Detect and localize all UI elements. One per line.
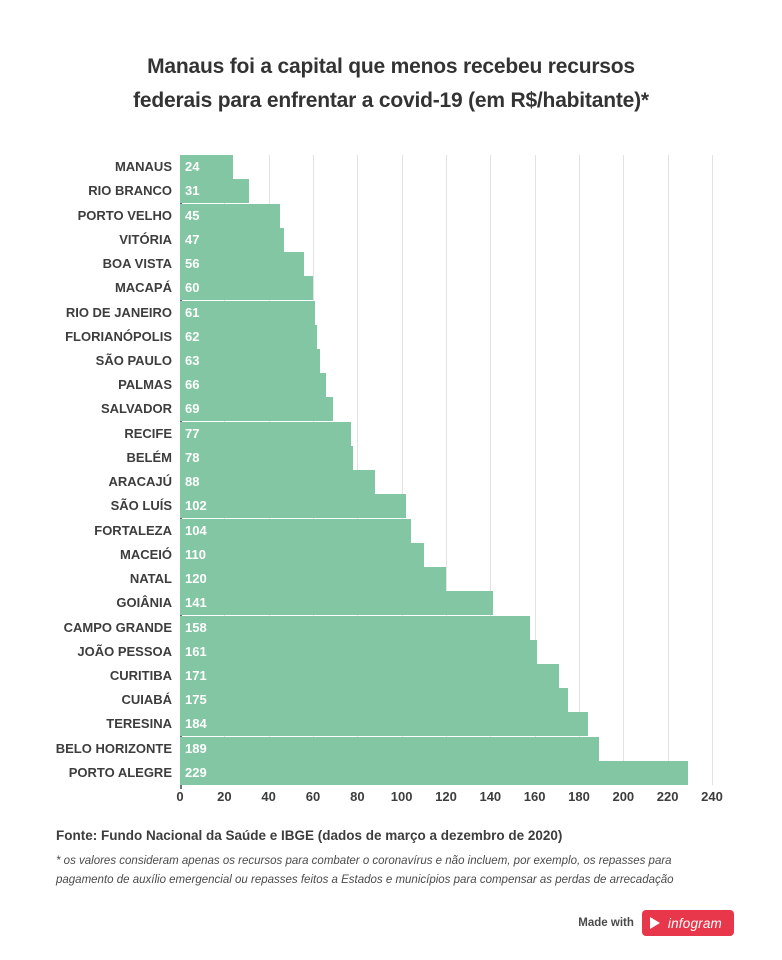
bar-row	[116, 591, 712, 615]
category-label: FLORIANÓPOLIS	[65, 328, 172, 344]
bar-row	[119, 228, 712, 252]
x-tick-label: 20	[217, 789, 232, 804]
infogram-badge[interactable]	[578, 910, 734, 936]
x-tick-label: 220	[656, 789, 679, 804]
bar-value-label: 161	[185, 643, 207, 659]
category-label: MACAPÁ	[114, 280, 172, 296]
category-label: JOÃO PESSOA	[77, 643, 172, 659]
bar-row	[108, 470, 712, 494]
made-with-label: Made with	[578, 917, 634, 929]
play-triangle-icon	[650, 917, 660, 929]
bar[interactable]	[180, 325, 317, 349]
category-label: BOA VISTA	[102, 256, 172, 272]
bar-row	[95, 349, 712, 373]
bar-row	[65, 301, 712, 325]
x-tick-label: 40	[261, 789, 276, 804]
bar-row	[118, 373, 712, 397]
bar-value-label: 110	[185, 546, 206, 562]
bar-value-label: 171	[185, 667, 207, 683]
x-tick-label: 80	[350, 789, 365, 804]
bar[interactable]	[180, 446, 353, 470]
plot-area	[55, 155, 712, 785]
bar-value-label: 61	[185, 304, 200, 320]
x-tick-label: 160	[523, 789, 546, 804]
category-label: VITÓRIA	[119, 231, 172, 247]
bar[interactable]	[180, 543, 424, 567]
category-label: ARACAJÚ	[108, 474, 172, 490]
bar-chart	[0, 155, 782, 805]
bar-row	[77, 204, 712, 228]
source-text: Fonte: Fundo Nacional da Saúde e IBGE (dados de março a dezembro de 2020)	[56, 828, 563, 843]
bar-value-label: 69	[185, 401, 200, 417]
x-tick-label: 120	[435, 789, 457, 804]
category-label: RECIFE	[124, 425, 172, 441]
x-tick-label: 100	[390, 789, 413, 804]
bar-row	[121, 688, 712, 712]
bar[interactable]	[180, 688, 568, 712]
bar-row	[126, 446, 712, 470]
category-label: BELO HORIZONTE	[55, 740, 172, 756]
bar-value-label: 141	[185, 595, 207, 611]
category-label: GOIÂNIA	[116, 595, 172, 611]
bar-value-label: 56	[185, 256, 200, 272]
bar-value-label: 62	[185, 328, 200, 344]
bar-value-label: 78	[185, 449, 200, 465]
bar[interactable]	[180, 470, 375, 494]
bar[interactable]	[180, 712, 588, 736]
bar-row	[63, 616, 712, 640]
category-label: MACEIÓ	[120, 546, 172, 562]
category-label: NATAL	[129, 571, 172, 587]
bar-value-label: 31	[185, 183, 200, 199]
bar[interactable]	[180, 591, 493, 615]
bar-value-label: 104	[185, 522, 207, 538]
bar[interactable]	[180, 761, 688, 785]
bar[interactable]	[180, 567, 446, 591]
bar[interactable]	[180, 664, 559, 688]
bar-row	[110, 494, 712, 518]
note-line-2: pagamento de auxílio emergencial ou repasses feitos a Estados e municípios para compensar as perdas de arrecadação	[56, 874, 674, 886]
category-label: SALVADOR	[100, 401, 172, 417]
bar-value-label: 77	[185, 425, 200, 441]
note-line-1: * os valores consideram apenas os recursos para combater o coronavírus e não incluem, por exemplo, os repasses para	[56, 855, 672, 867]
bar-row	[109, 664, 712, 688]
bar[interactable]	[180, 422, 351, 446]
bar[interactable]	[180, 301, 315, 325]
bar-value-label: 184	[185, 716, 207, 732]
bar[interactable]	[180, 616, 530, 640]
bar[interactable]	[180, 494, 406, 518]
bar-value-label: 120	[185, 571, 207, 587]
bar-row	[88, 179, 712, 203]
bar-value-label: 47	[185, 231, 200, 247]
category-label: PORTO ALEGRE	[68, 764, 172, 780]
category-label: CAMPO GRANDE	[63, 619, 172, 635]
category-label: CURITIBA	[109, 667, 172, 683]
x-tick-label: 240	[701, 789, 723, 804]
bar-row	[114, 155, 712, 179]
bar[interactable]	[180, 397, 333, 421]
bar-value-label: 229	[185, 764, 207, 780]
bar-value-label: 45	[185, 207, 200, 223]
category-label: PORTO VELHO	[77, 207, 172, 223]
bar[interactable]	[180, 276, 313, 300]
bar[interactable]	[180, 373, 326, 397]
x-tick-label: 200	[612, 789, 635, 804]
category-label: TERESINA	[106, 716, 172, 732]
bar-value-label: 66	[185, 377, 200, 393]
x-tick-label: 180	[568, 789, 590, 804]
category-label: CUIABÁ	[121, 692, 172, 708]
bar-value-label: 63	[185, 352, 200, 368]
page-title	[0, 50, 782, 118]
category-label: RIO BRANCO	[88, 183, 172, 199]
bar-row	[68, 761, 712, 785]
bar-row	[65, 325, 712, 349]
bar-row	[102, 252, 712, 276]
category-label: BELÉM	[126, 449, 172, 465]
bar[interactable]	[180, 640, 537, 664]
category-label: RIO DE JANEIRO	[65, 304, 172, 320]
bar[interactable]	[180, 349, 320, 373]
infogram-wordmark: infogram	[667, 915, 722, 931]
title-line-2: federais para enfrentar a covid-19 (em R$/habitante)*	[133, 89, 649, 112]
title-line-1: Manaus foi a capital que menos recebeu recursos	[147, 55, 635, 78]
bar[interactable]	[180, 737, 599, 761]
x-tick-label: 0	[176, 789, 184, 804]
bar-value-label: 175	[185, 692, 207, 708]
infogram-logo[interactable]	[642, 910, 734, 936]
bar-row	[77, 640, 712, 664]
x-axis	[176, 789, 723, 811]
bar-row	[100, 397, 712, 421]
category-label: SÃO PAULO	[95, 352, 172, 368]
bar-row	[106, 712, 712, 736]
bar-value-label: 189	[185, 740, 207, 756]
category-label: SÃO LUÍS	[110, 498, 172, 514]
bar-row	[94, 519, 712, 543]
x-tick-label: 60	[305, 789, 321, 804]
bar-value-label: 60	[185, 280, 200, 296]
bar-row	[114, 276, 712, 300]
category-label: FORTALEZA	[94, 522, 172, 538]
footer	[56, 828, 726, 890]
bar[interactable]	[180, 519, 411, 543]
bar-value-label: 88	[185, 474, 200, 490]
category-label: PALMAS	[118, 377, 172, 393]
x-tick-label: 140	[479, 789, 502, 804]
bar-row	[120, 543, 712, 567]
bar-rows	[55, 155, 712, 785]
bar-value-label: 102	[185, 498, 207, 514]
bar-value-label: 24	[185, 159, 200, 175]
bar-row	[129, 567, 712, 591]
bar-value-label: 158	[185, 619, 207, 635]
gridline	[712, 155, 713, 785]
bar-row	[55, 737, 712, 761]
bar-row	[124, 422, 712, 446]
category-label: MANAUS	[114, 159, 172, 175]
